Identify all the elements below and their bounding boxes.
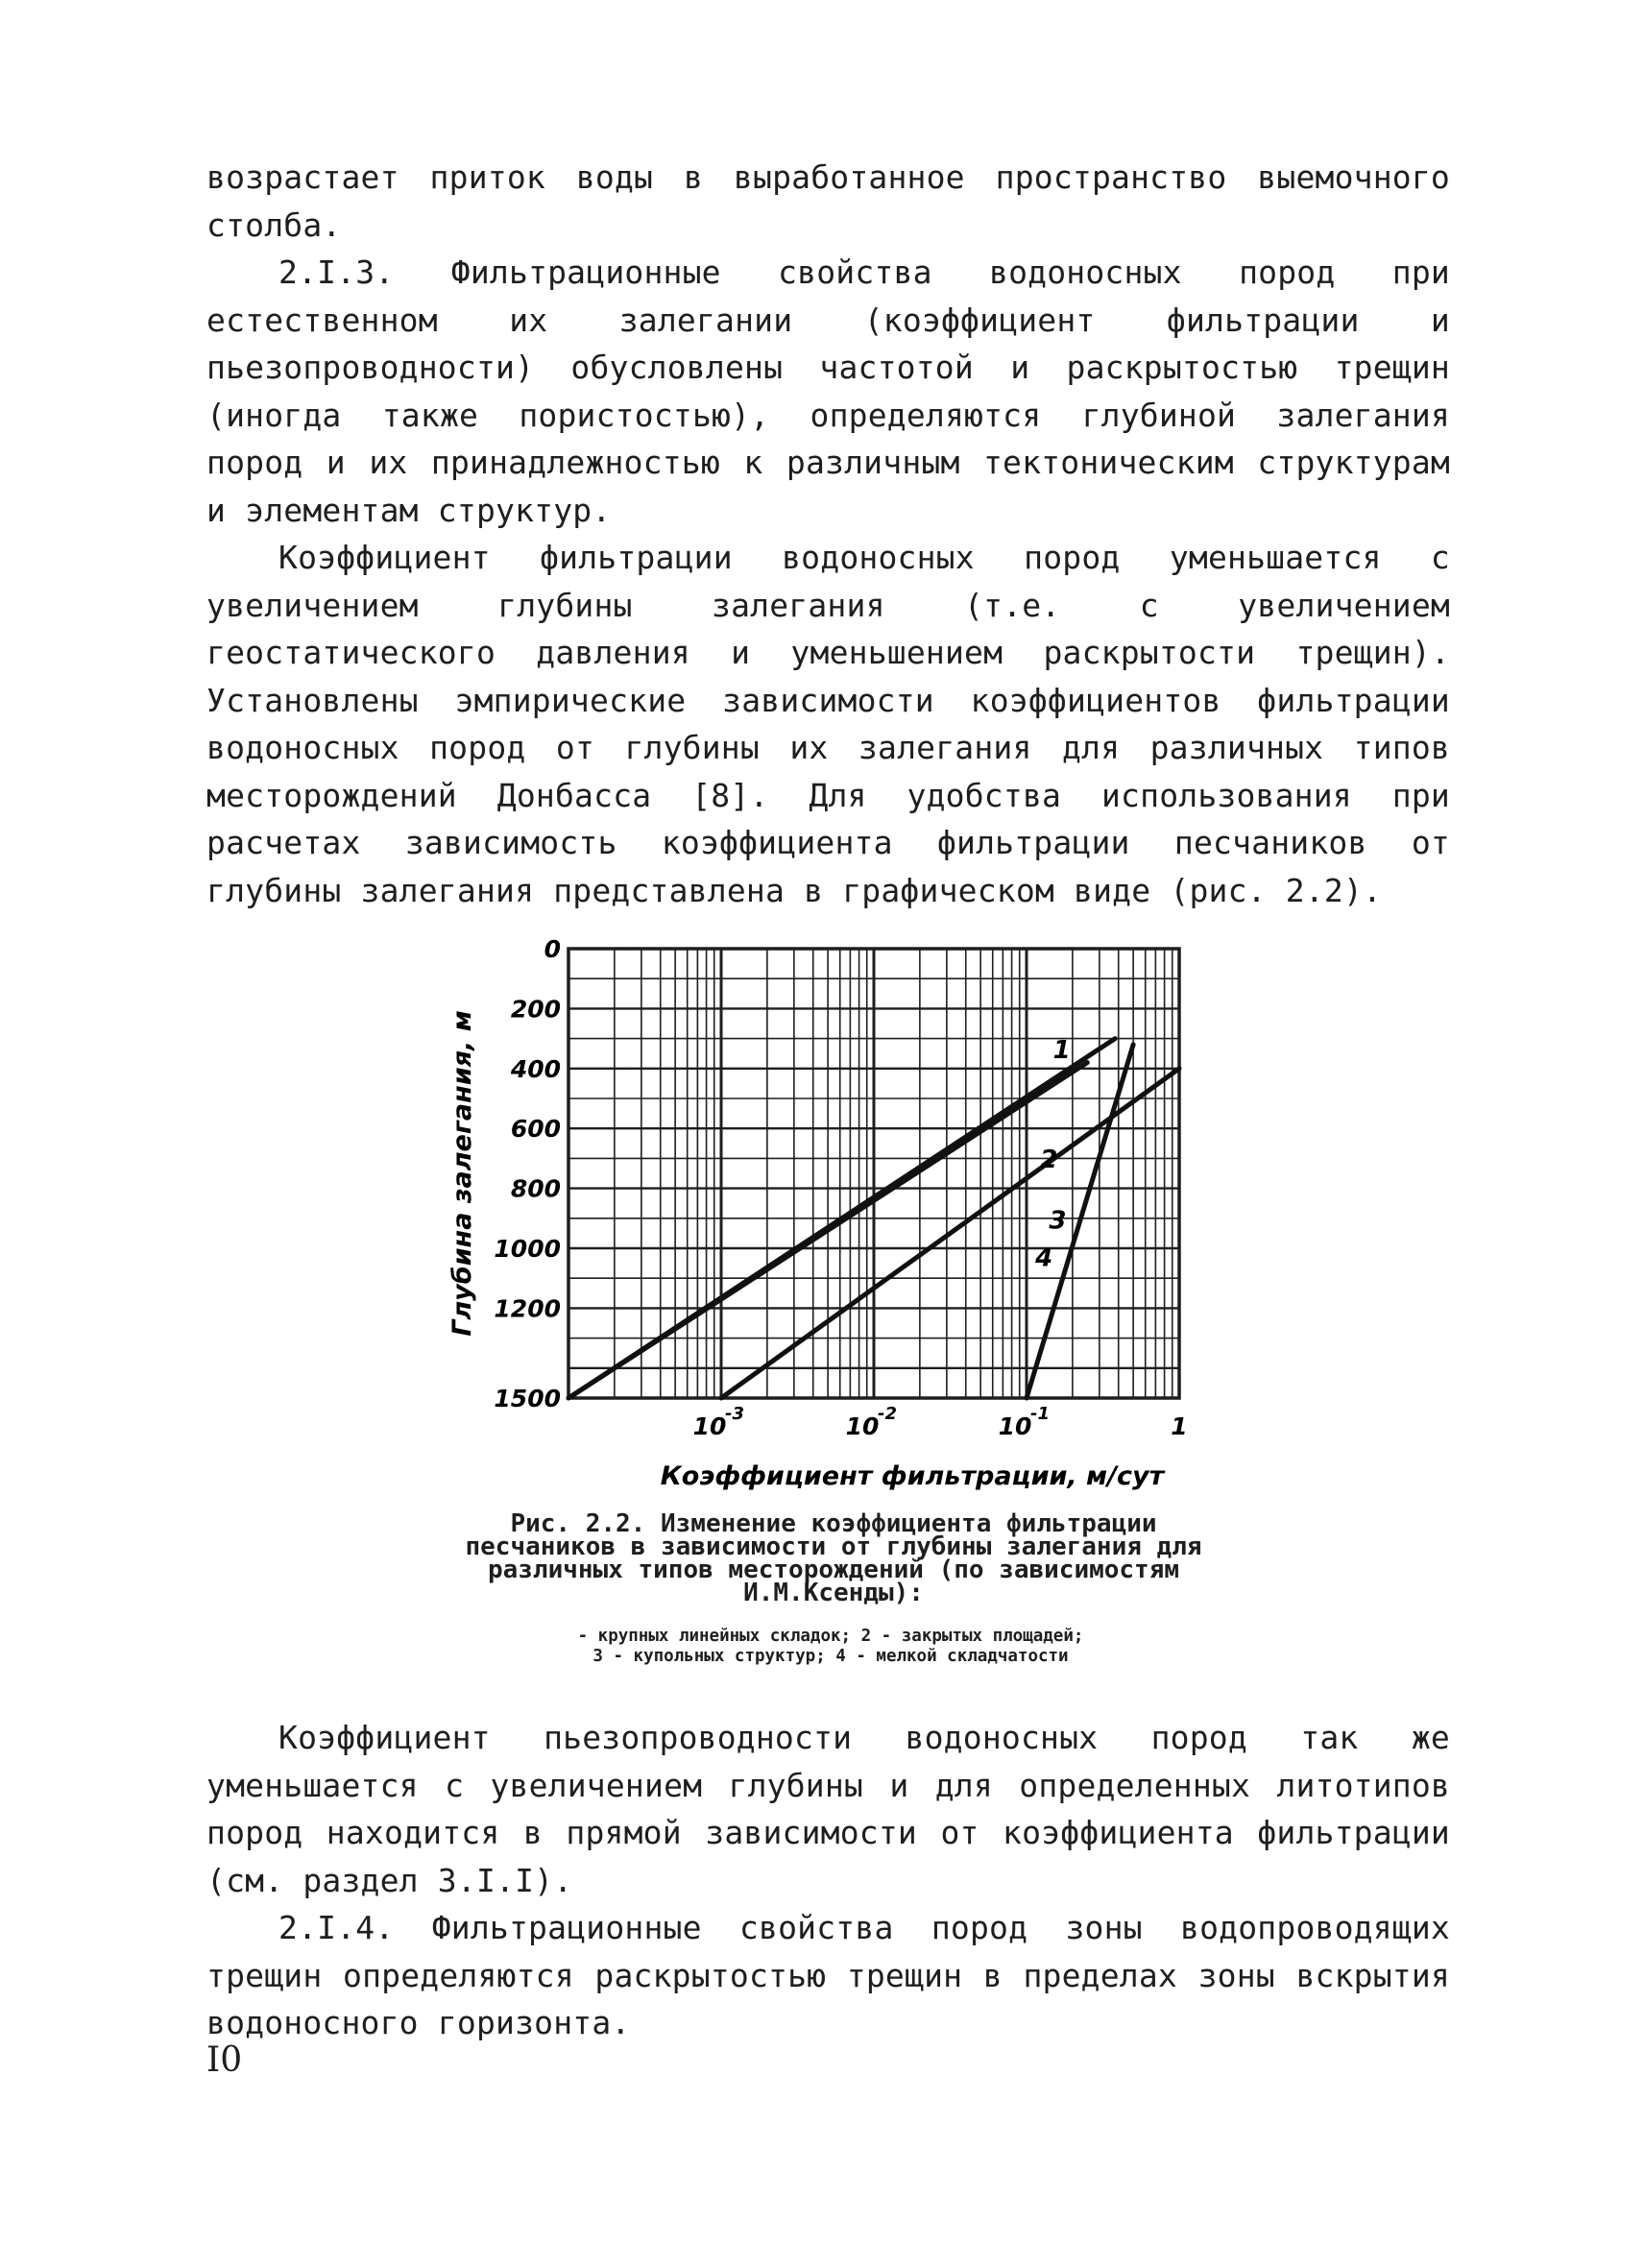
curve-label-2: 2	[1040, 1145, 1058, 1174]
legend-line-1: - крупных линейных складок; 2 - закрытых площадей;	[577, 1627, 1084, 1646]
page-number: I0	[206, 2040, 243, 2080]
x-axis-title: Коэффициент фильтрации, м/сут	[660, 1461, 1165, 1491]
y-tick-label: 1000	[494, 1235, 561, 1263]
y-tick-label: 800	[510, 1174, 561, 1203]
curve-label-4: 4	[1035, 1243, 1053, 1273]
legend-line-2: 3 - купольных структур; 4 - мелкой складчатости	[592, 1647, 1069, 1666]
x-tick-exponent: -2	[878, 1404, 897, 1424]
paragraph-section-2-1-4	[206, 1904, 1450, 2047]
x-tick-exponent: -3	[725, 1404, 744, 1424]
y-axis-title: Глубина залегания, м	[447, 1010, 477, 1337]
x-tick-label: 10	[692, 1412, 727, 1440]
chart-grid	[568, 949, 1179, 1398]
paragraph-text: Коэффициент фильтрации водоносных пород уменьшается с увеличением глубины залегания (т.е. с увеличением геостатического давления и уменьшением раскрытости трещин). Установлены эмпирические зависимости коэффициентов фильтрации водоносных пород от глубины их залегания для различных типов месторождений Донбасса [8]. Для удобства использования при расчетах зависимость коэффициента фильтрации песчаников от глубины залегания представлена в графическом виде (рис. 2.2).	[206, 539, 1450, 909]
paragraph-section-2-1-3	[206, 249, 1450, 534]
y-tick-label: 1200	[494, 1294, 561, 1323]
section-text: Фильтрационные свойства водоносных пород при естественном их залегании (коэффициент фильтрации и пьезопроводности) обусловлены частотой и раскрытостью трещин (иногда также пористостью), определяются глубиной залегания пород и их принадлежностью к различным тектоническим структурам и элементам структур.	[206, 253, 1450, 529]
paragraph-piezo	[206, 1714, 1450, 1904]
y-tick-label: 0	[544, 935, 561, 963]
paragraph-intro: возрастает приток воды в выработанное пространство выемочного столба.	[206, 158, 1450, 244]
y-tick-label: 600	[510, 1115, 561, 1144]
paragraph-filtration	[206, 534, 1450, 914]
paragraph-text: Коэффициент пьезопроводности водоносных пород так же уменьшается с увеличением глубины и для определенных литотипов пород находится в прямой зависимости от коэффициента фильтрации (см. раздел 3.I.I).	[206, 1719, 1450, 1899]
x-tick-label: 10	[998, 1412, 1032, 1440]
curve-label-3: 3	[1049, 1206, 1067, 1236]
section-number: 2.I.3.	[278, 253, 395, 291]
y-tick-label: 400	[510, 1054, 561, 1083]
y-tick-label: 1500	[494, 1385, 561, 1412]
chart-labels	[447, 935, 1188, 1491]
x-tick-exponent: -1	[1030, 1404, 1050, 1424]
section-number: 2.I.4.	[278, 1909, 395, 1946]
depth-filtration-chart	[442, 931, 1229, 1508]
figure-legend	[423, 1627, 1239, 1667]
section-text: Фильтрационные свойства пород зоны водопроводящих трещин определяются раскрытостью трещин в пределах зоны вскрытия водоносного горизонта.	[206, 1909, 1450, 2041]
x-tick-label: 1	[1171, 1412, 1188, 1440]
y-tick-label: 200	[510, 995, 561, 1024]
x-tick-label: 10	[845, 1412, 880, 1440]
curve-label-1: 1	[1052, 1035, 1071, 1065]
figure-caption: Рис. 2.2. Изменение коэффициента фильтрации песчаников в зависимости от глубины залегания для различных типов месторождений (по зависимостям И.М.Ксенды):	[465, 1509, 1202, 1607]
series-line-4	[1027, 1045, 1133, 1398]
